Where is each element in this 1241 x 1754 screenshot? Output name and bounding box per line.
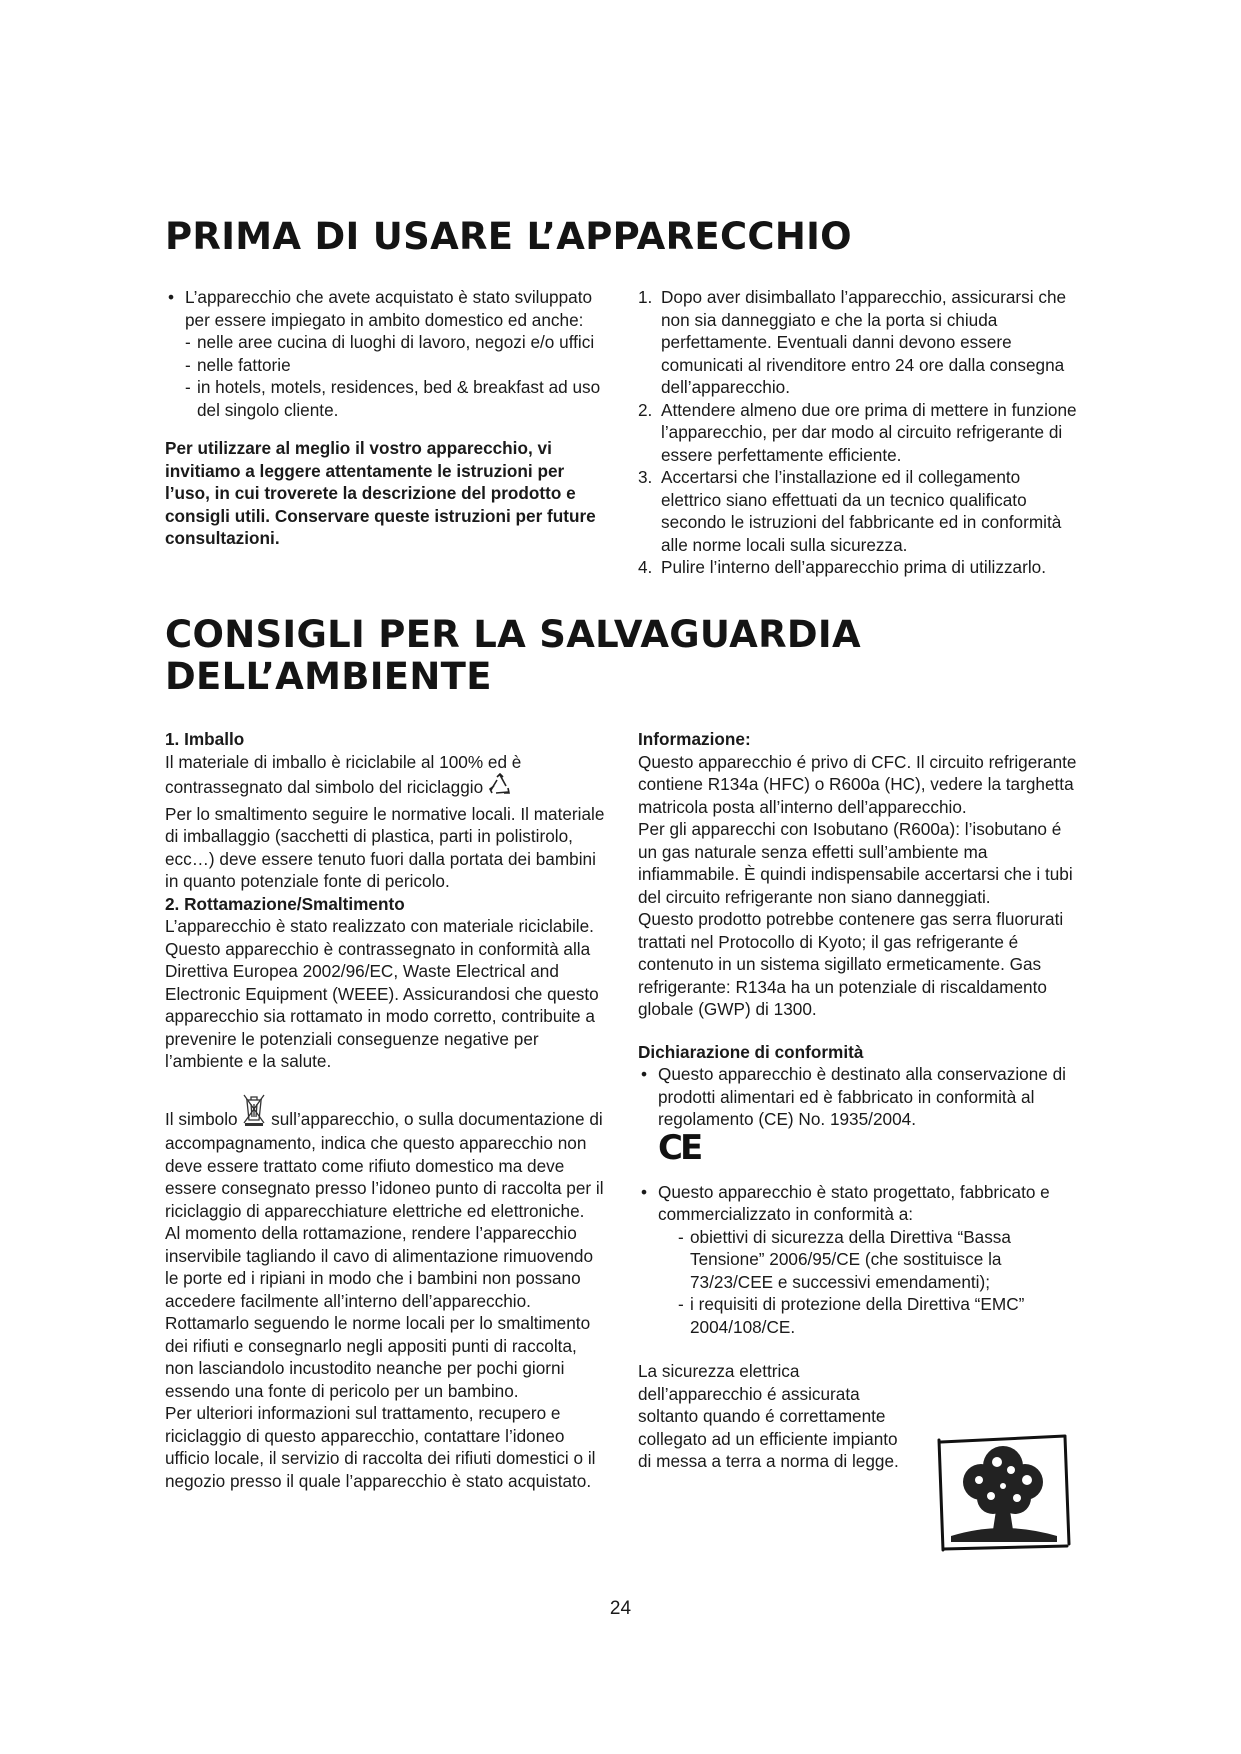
step-item: 3. Accertarsi che l’installazione ed il collegamento elettrico siano effettuati da un tecnico qualificato secondo le istruzioni del fabbricante ed in conformità alle norme locali sulla sicurezza. xyxy=(638,467,1062,555)
info-paragraph-3: Questo prodotto potrebbe contenere gas serra fluorurati trattati nel Protocollo di Kyoto; il gas refrigerante é contenuto in un sistema sigillato ermeticamente. Gas refrigerante: R134a ha un potenziale di riscaldamento globale (GWP) di 1300. xyxy=(638,909,1064,1019)
safety-paragraph: La sicurezza elettrica dell’apparecchio é assicurata soltanto quando é correttamente collegato ad un efficiente impianto di messa a terra a norma di legge. xyxy=(638,1361,899,1471)
rottamazione-paragraph-1: L’apparecchio è stato realizzato con materiale riciclabile. Questo apparecchio è contrassegnato in conformità alla Direttiva Europea 2002/96/EC, Waste Electrical and Electronic Equipment (WEEE). Assicurandosi che questo apparecchio sia rottamato in modo corretto, contribuite a prevenire le potenziali conseguenze negative per l’ambiente e la salute. xyxy=(165,916,599,1071)
rottamazione-paragraph-3: Al momento della rottamazione, rendere l’apparecchio inservibile tagliando il cavo di alimentazione rimuovendo le porte ed i ripiani in modo che i bambini non possano accedere facilmente all’interno dell’apparecchio. xyxy=(165,1223,594,1311)
prima-intro-text: L’apparecchio che avete acquistato è stato sviluppato per essere impiegato in ambito domestico ed anche: xyxy=(185,287,593,330)
imballo-paragraph: Il materiale di imballo è riciclabile al 100% ed è contrassegnato dal simbolo del riciclaggio xyxy=(165,751,610,803)
step-item: 2. Attendere almeno due ore prima di mettere in funzione l’apparecchio, per dar modo al circuito refrigerante di essere perfettamente efficiente. xyxy=(638,399,1077,465)
prima-intro-bullet xyxy=(165,286,610,421)
rottamazione-title: 2. Rottamazione/Smaltimento xyxy=(165,893,405,914)
use-item: - nelle aree cucina di luoghi di lavoro, negozi e/o uffici xyxy=(185,332,595,352)
section-title-consigli-line1: CONSIGLI PER LA SALVAGUARDIA xyxy=(165,613,861,656)
info-paragraph-2: Per gli apparecchi con Isobutano (R600a): l’isobutano é un gas naturale senza effetti sull’ambiente ma infiammabile. È quindi indispensabile accertarsi che i tubi del circuito refrigerante non siano danneggiati. xyxy=(638,819,1073,907)
ambiente-left-column xyxy=(165,728,610,1492)
info-title: Informazione: xyxy=(638,729,751,749)
ce-mark: CE xyxy=(658,1127,701,1168)
section-title-consigli-line2: DELL’AMBIENTE xyxy=(165,655,492,698)
prima-left-column xyxy=(165,286,610,550)
imballo-title: 1. Imballo xyxy=(165,729,245,749)
rottamazione-paragraph-5: Per ulteriori informazioni sul trattamento, recupero e riciclaggio di questo apparecchio, contattare l’idoneo ufficio locale, il servizio di raccolta dei rifiuti domestici o il negozio presso il quale l’apparecchio è stato acquistato. xyxy=(165,1403,596,1491)
step-item: 1. Dopo aver disimballato l’apparecchio, assicurarsi che non sia danneggiato e che la porta si chiuda perfettamente. Eventuali danni devono essere comunicati al rivenditore entro 24 ore dalla consegna dell’apparecchio. xyxy=(638,287,1067,397)
simbolo-paragraph: Il simbolo sull’apparecchio, o sulla documentazione di accompagnamento, indica che questo apparecchio non deve essere trattato come rifiuto domestico ma deve essere consegnato presso l’idoneo punto di raccolta per il riciclaggio di apparecchiature elettriche ed elettroniche. xyxy=(165,1093,610,1223)
step-item: 4. Pulire l’interno dell’apparecchio prima di utilizzarlo. xyxy=(638,557,1046,577)
section-title-consigli xyxy=(165,614,861,698)
use-item: - nelle fattorie xyxy=(185,354,291,375)
rottamazione-paragraph-4: Rottamarlo seguendo le norme locali per lo smaltimento dei rifiuti e consegnarlo negli appositi punti di raccolta, non lasciandolo incustodito neanche per pochi giorni essendo una fonte di pericolo per un bambino. xyxy=(165,1313,591,1401)
ambiente-right-column xyxy=(638,728,1078,1473)
conformity-item: - i requisiti di protezione della Direttiva “EMC” 2004/108/CE. xyxy=(678,1294,1025,1337)
conformity-bullet-2: • Questo apparecchio è stato progettato, fabbricato e commercializzato in conformità a: - obiettivi di sicurezza della Direttiva “Bassa Tensione” 2006/95/CE (che sostituisce la 73/23/CEE e successivi emendamenti); - i requisiti di protezione della Direttiva “EMC” 2004/108/CE. xyxy=(638,1181,1078,1339)
imballo-paragraph-2: Per lo smaltimento seguire le normative locali. Il materiale di imballaggio (sacchetti di plastica, parti in polistirolo, ecc…) deve essere tenuto fuori dalla portata dei bambini in quanto potenziale fonte di pericolo. xyxy=(165,803,605,891)
info-paragraph-1: Questo apparecchio é privo di CFC. Il circuito refrigerante contiene R134a (HFC) o R600a (HC), vedere la targhetta matricola posta all’interno dell’apparecchio. xyxy=(638,751,1077,817)
use-item: - in hotels, motels, residences, bed & breakfast ad uso del singolo cliente. xyxy=(185,377,601,420)
recycle-icon xyxy=(488,773,512,803)
conformity-title: Dichiarazione di conformità xyxy=(638,1041,864,1062)
page-number: 24 xyxy=(609,1598,632,1619)
prima-right-column xyxy=(638,286,1078,579)
conformity-bullet-1: • Questo apparecchio è destinato alla conservazione di prodotti alimentari ed è fabbricato in conformità al regolamento (CE) No. 1935/2004. xyxy=(638,1063,1078,1131)
weee-bin-icon xyxy=(242,1093,266,1133)
earth-tree-icon xyxy=(933,1432,1073,1560)
conformity-item: - obiettivi di sicurezza della Direttiva “Bassa Tensione” 2006/95/CE (che sostituisce la 73/23/CEE e successivi emendamenti); xyxy=(678,1226,1011,1292)
prima-bold-note: Per utilizzare al meglio il vostro apparecchio, vi invitiamo a leggere attentamente le istruzioni per l’uso, in cui troverete la descrizione del prodotto e consigli utili. Conservare queste istruzioni per future consultazioni. xyxy=(165,438,596,548)
section-title-prima: PRIMA DI USARE L’APPARECCHIO xyxy=(165,215,852,258)
ce-mark-wrap xyxy=(638,1127,1078,1181)
